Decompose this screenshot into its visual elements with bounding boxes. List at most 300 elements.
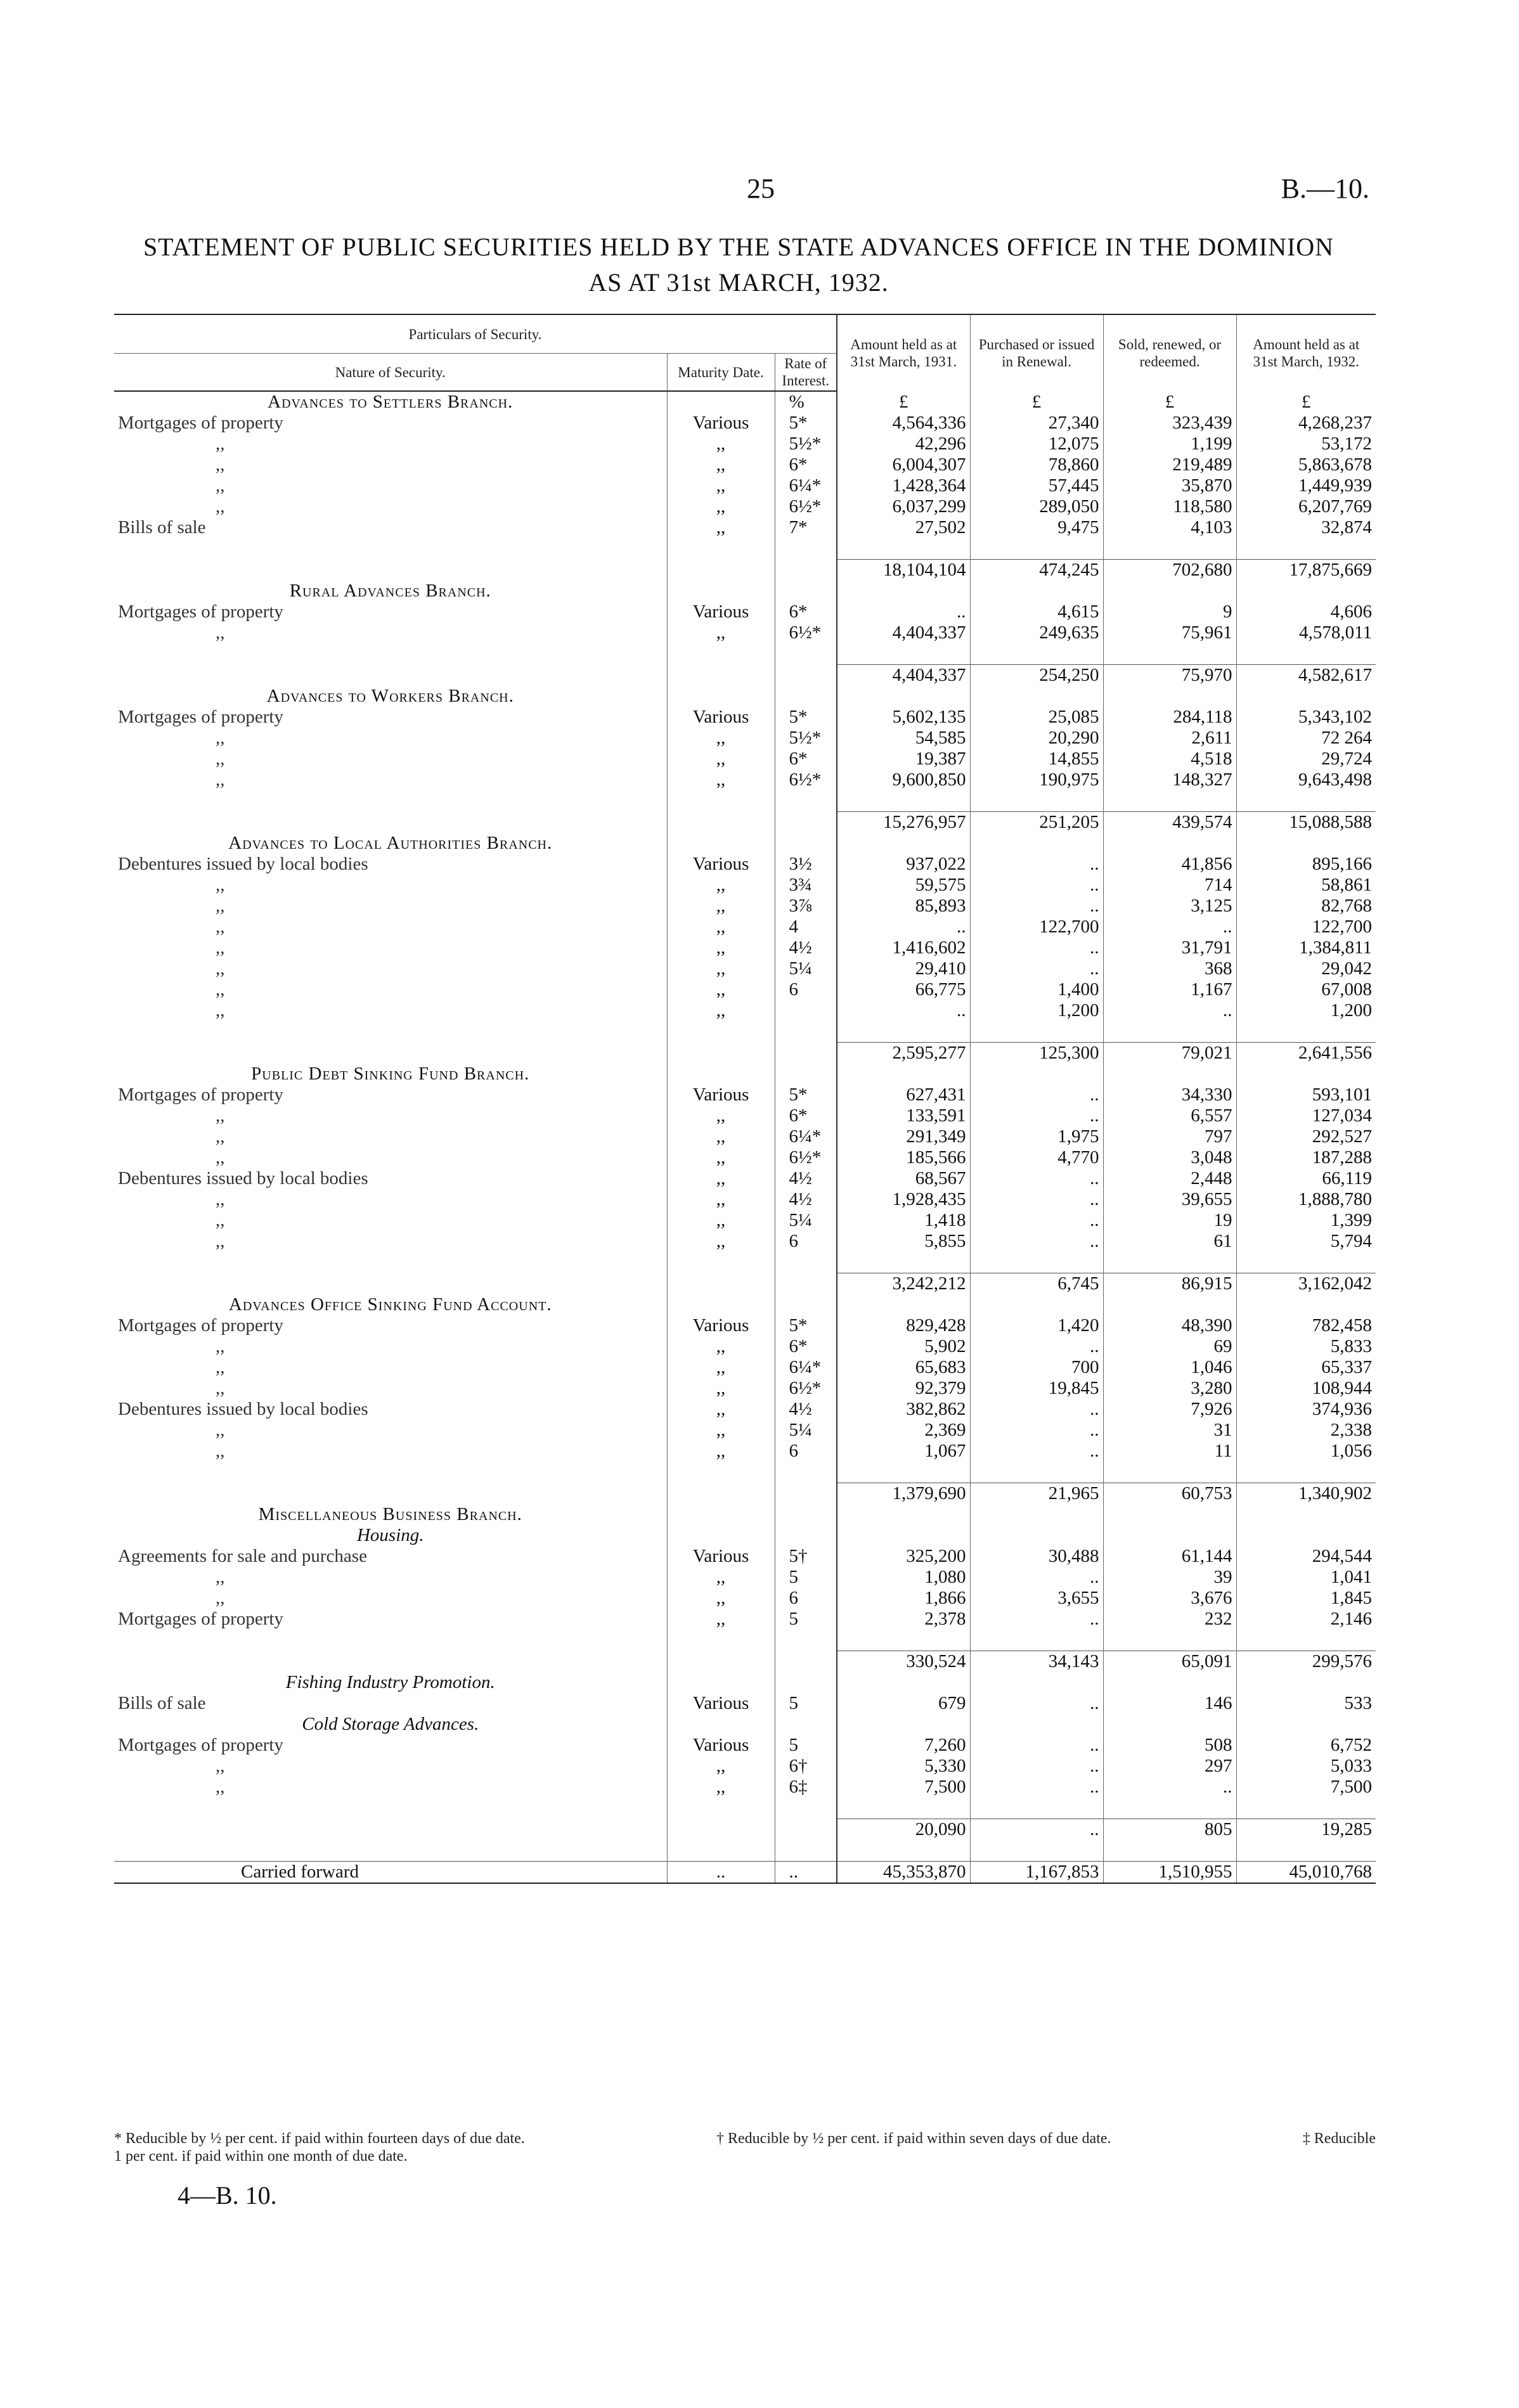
table-row [114,1420,1376,1441]
nature-cell: ,, [216,1420,225,1440]
rate-cell: 5* [775,1315,837,1336]
empty-cell [667,1672,775,1693]
total-held-1932: 3,162,042 [1236,1273,1376,1295]
purchased-cell: 57,445 [970,475,1103,496]
section-heading-row [114,1064,1376,1085]
empty-cell [775,1651,837,1673]
held-1931-cell: 679 [837,1693,970,1714]
table-row [114,937,1376,958]
maturity-cell: ,, [667,769,775,790]
empty-cell [970,1504,1103,1525]
empty-cell [837,1525,970,1546]
purchased-cell: 27,340 [970,413,1103,434]
held-1931-cell: 1,866 [837,1588,970,1609]
maturity-cell: ,, [667,1357,775,1378]
rate-cell: 6* [775,749,837,769]
total-row [114,1651,1376,1673]
held-1931-cell: 291,349 [837,1126,970,1147]
table-row [114,1756,1376,1777]
maturity-cell: ,, [667,1567,775,1588]
nature-cell: ,, [216,1357,225,1377]
carried-forward-held-1932: 45,010,768 [1236,1862,1376,1884]
sold-cell: 146 [1103,1693,1236,1714]
table-row [114,1147,1376,1168]
sold-cell: 219,489 [1103,454,1236,475]
section-subheading: Fishing Industry Promotion. [285,1672,495,1692]
maturity-cell: ,, [667,1756,775,1777]
nature-cell: ,, [216,1105,225,1126]
maturity-cell: Various [667,1546,775,1567]
empty-cell [667,833,775,854]
empty-cell [775,1525,837,1546]
maturity-cell: ,, [667,1000,775,1021]
nature-cell: ,, [216,1189,225,1209]
sold-cell: 508 [1103,1735,1236,1756]
maturity-cell: Various [667,1085,775,1105]
empty-cell [667,1840,775,1862]
empty-cell [1236,1021,1376,1043]
held-1931-cell: 1,067 [837,1441,970,1462]
nature-cell: Bills of sale [118,517,206,538]
empty-cell [667,1273,775,1295]
held-1932-cell: 82,768 [1236,896,1376,917]
unit-money: £ [1103,391,1236,413]
header-held-1931: Amount held as at 31st March, 1931. [837,314,970,391]
empty-cell [837,1630,970,1651]
rate-cell: 5 [775,1567,837,1588]
total-sold: 805 [1103,1819,1236,1841]
table-row [114,1168,1376,1189]
section-subheading: Cold Storage Advances. [302,1714,479,1734]
maturity-cell: ,, [667,1210,775,1231]
rate-cell: 5¼ [775,1210,837,1231]
empty-cell [667,1504,775,1525]
purchased-cell: 12,075 [970,434,1103,454]
empty-cell [1103,1798,1236,1819]
section-heading: Public Debt Sinking Fund Branch. [251,1064,530,1084]
empty-cell [667,643,775,665]
empty-cell [775,1462,837,1483]
held-1931-cell: 5,330 [837,1756,970,1777]
rate-cell: 6¼* [775,1126,837,1147]
held-1931-cell: 9,600,850 [837,769,970,790]
empty-cell [970,1294,1103,1315]
held-1931-cell: 6,004,307 [837,454,970,475]
purchased-cell: 25,085 [970,707,1103,728]
rate-cell: 4½ [775,1189,837,1210]
empty-cell [837,643,970,665]
total-held-1931: 18,104,104 [837,560,970,581]
rate-cell: 3⅞ [775,896,837,917]
held-1931-cell: 4,404,337 [837,622,970,643]
nature-cell: ,, [216,1147,225,1168]
sold-cell: 41,856 [1103,854,1236,875]
rate-cell: 6¼* [775,1357,837,1378]
empty-cell [837,1462,970,1483]
rate-cell: 6† [775,1756,837,1777]
sold-cell: 1,046 [1103,1357,1236,1378]
empty-cell [114,1462,667,1483]
section-heading: Miscellaneous Business Branch. [258,1504,522,1524]
held-1932-cell: 5,343,102 [1236,707,1376,728]
carried-forward-label: Carried forward [114,1862,667,1884]
footnote-double-dagger: ‡ Reducible [1302,2130,1376,2147]
sold-cell: 69 [1103,1336,1236,1357]
total-row [114,812,1376,834]
empty-cell [970,1525,1103,1546]
empty-cell [114,1043,667,1064]
sold-cell: 31,791 [1103,937,1236,958]
nature-cell: ,, [216,1588,225,1608]
empty-cell [837,833,970,854]
sold-cell: 9 [1103,602,1236,622]
sold-cell: 1,167 [1103,979,1236,1000]
held-1931-cell: 27,502 [837,517,970,538]
empty-cell [1103,790,1236,812]
maturity-cell: ,, [667,1399,775,1420]
rate-cell: 5¼ [775,1420,837,1441]
rate-cell: 6* [775,1336,837,1357]
purchased-cell: 1,400 [970,979,1103,1000]
nature-cell: ,, [216,728,225,748]
empty-cell [775,1043,837,1064]
held-1932-cell: 895,166 [1236,854,1376,875]
nature-cell: ,, [216,1126,225,1147]
rate-cell: 4½ [775,1168,837,1189]
held-1931-cell: 5,855 [837,1231,970,1252]
held-1931-cell: 1,418 [837,1210,970,1231]
empty-cell [775,1840,837,1862]
empty-cell [775,1819,837,1841]
held-1932-cell: 374,936 [1236,1399,1376,1420]
sold-cell: .. [1103,917,1236,937]
empty-cell [114,1819,667,1841]
purchased-cell: 289,050 [970,496,1103,517]
held-1931-cell: 325,200 [837,1546,970,1567]
held-1932-cell: 4,578,011 [1236,622,1376,643]
empty-cell [837,686,970,707]
maturity-cell: ,, [667,496,775,517]
empty-cell [970,1630,1103,1651]
empty-cell [837,538,970,560]
nature-cell: Mortgages of property [118,413,283,433]
held-1932-cell: 1,200 [1236,1000,1376,1021]
empty-cell [114,643,667,665]
empty-cell [837,1504,970,1525]
section-subheading-row [114,1672,1376,1693]
empty-cell [1103,1672,1236,1693]
held-1932-cell: 2,146 [1236,1609,1376,1630]
held-1932-cell: 187,288 [1236,1147,1376,1168]
maturity-cell: Various [667,602,775,622]
rate-cell: 5† [775,1546,837,1567]
total-held-1932: 2,641,556 [1236,1043,1376,1064]
held-1931-cell: 19,387 [837,749,970,769]
table-row [114,707,1376,728]
empty-cell [667,1252,775,1273]
empty-cell [667,1043,775,1064]
empty-cell [1103,1462,1236,1483]
held-1932-cell: 32,874 [1236,517,1376,538]
section-heading: Rural Advances Branch. [289,581,491,601]
rate-cell: 6 [775,1441,837,1462]
held-1931-cell: 54,585 [837,728,970,749]
held-1931-cell: 5,902 [837,1336,970,1357]
held-1931-cell: 92,379 [837,1378,970,1399]
total-held-1931: 15,276,957 [837,812,970,834]
purchased-cell: .. [970,1735,1103,1756]
empty-cell [775,1714,837,1735]
maturity-cell: ,, [667,1231,775,1252]
empty-cell [1103,538,1236,560]
spacer-row [114,1252,1376,1273]
held-1931-cell: .. [837,917,970,937]
empty-cell [837,1064,970,1085]
total-purchased: 251,205 [970,812,1103,834]
purchased-cell: .. [970,958,1103,979]
empty-cell [837,1840,970,1862]
held-1932-cell: 5,833 [1236,1336,1376,1357]
held-1932-cell: 72 264 [1236,728,1376,749]
held-1932-cell: 29,724 [1236,749,1376,769]
empty-cell [1103,1252,1236,1273]
maturity-cell: ,, [667,875,775,896]
purchased-cell: .. [970,1399,1103,1420]
total-purchased: 125,300 [970,1043,1103,1064]
table-row [114,1378,1376,1399]
nature-cell: ,, [216,496,225,517]
table-row [114,1000,1376,1021]
empty-cell [1236,1840,1376,1862]
sold-cell: 148,327 [1103,769,1236,790]
sold-cell: 3,280 [1103,1378,1236,1399]
purchased-cell: .. [970,1777,1103,1798]
section-heading-row [114,686,1376,707]
held-1932-cell: 58,861 [1236,875,1376,896]
sold-cell: .. [1103,1777,1236,1798]
table-row [114,517,1376,538]
spacer-row [114,790,1376,812]
empty-cell [1103,1064,1236,1085]
purchased-cell: .. [970,896,1103,917]
empty-cell [970,581,1103,602]
sold-cell: 3,676 [1103,1588,1236,1609]
nature-cell: ,, [216,958,225,979]
held-1931-cell: 1,416,602 [837,937,970,958]
total-purchased: .. [970,1819,1103,1841]
nature-cell: ,, [216,475,225,496]
total-held-1932: 19,285 [1236,1819,1376,1841]
purchased-cell: 4,615 [970,602,1103,622]
total-held-1932: 15,088,588 [1236,812,1376,834]
header-rate: Rate of Interest. [775,354,837,392]
empty-cell [1236,1064,1376,1085]
held-1932-cell: 6,752 [1236,1735,1376,1756]
nature-cell: ,, [216,1378,225,1398]
empty-cell [667,560,775,581]
maturity-cell: ,, [667,1147,775,1168]
held-1931-cell: 829,428 [837,1315,970,1336]
rate-cell: 6½* [775,496,837,517]
empty-cell [114,1273,667,1295]
empty-cell [1103,1630,1236,1651]
unit-money: £ [1236,391,1376,413]
section-heading: Advances to Local Authorities Branch. [228,833,553,853]
held-1931-cell: 2,369 [837,1420,970,1441]
maturity-cell: ,, [667,1588,775,1609]
nature-cell: Bills of sale [118,1693,206,1713]
total-row [114,1819,1376,1841]
spacer-row [114,538,1376,560]
maturity-cell: ,, [667,1378,775,1399]
purchased-cell: 20,290 [970,728,1103,749]
carried-forward-purchased: 1,167,853 [970,1862,1103,1884]
table-row [114,1546,1376,1567]
table-row [114,1399,1376,1420]
header-maturity: Maturity Date. [667,354,775,392]
rate-cell: 6 [775,979,837,1000]
title-line-2: AS AT 31st MARCH, 1932. [588,268,889,297]
empty-cell [837,1714,970,1735]
held-1931-cell: 65,683 [837,1357,970,1378]
held-1932-cell: 29,042 [1236,958,1376,979]
total-sold: 79,021 [1103,1043,1236,1064]
section-heading-row [114,581,1376,602]
table-row [114,1085,1376,1105]
held-1932-cell: 108,944 [1236,1378,1376,1399]
rate-cell: 5* [775,1085,837,1105]
purchased-cell: .. [970,1336,1103,1357]
sold-cell: 368 [1103,958,1236,979]
empty-cell [667,538,775,560]
purchased-cell: .. [970,854,1103,875]
empty-cell [1103,1294,1236,1315]
purchased-cell: .. [970,1231,1103,1252]
section-heading-row [114,1504,1376,1525]
table-row [114,1357,1376,1378]
purchased-cell: 249,635 [970,622,1103,643]
nature-cell: ,, [216,896,225,916]
table-row [114,475,1376,496]
empty-cell [667,790,775,812]
section-subheading-row [114,1714,1376,1735]
held-1932-cell: 5,033 [1236,1756,1376,1777]
table-row [114,1693,1376,1714]
empty-cell [775,1294,837,1315]
spacer-row [114,643,1376,665]
purchased-cell: .. [970,1085,1103,1105]
sold-cell: 4,518 [1103,749,1236,769]
empty-cell [114,1630,667,1651]
maturity-cell: ,, [667,1420,775,1441]
empty-cell [775,790,837,812]
held-1932-cell: 593,101 [1236,1085,1376,1105]
maturity-cell: ,, [667,1609,775,1630]
sold-cell: .. [1103,1000,1236,1021]
sold-cell: 714 [1103,875,1236,896]
total-sold: 60,753 [1103,1483,1236,1505]
rate-cell: 6‡ [775,1777,837,1798]
sold-cell: 4,103 [1103,517,1236,538]
nature-cell: Agreements for sale and purchase [118,1546,367,1566]
footnotes [114,2130,1376,2165]
maturity-cell: Various [667,707,775,728]
empty-cell [1103,581,1236,602]
empty-cell [1103,643,1236,665]
empty-cell [114,1798,667,1819]
empty-cell [775,1672,837,1693]
empty-cell [1103,1021,1236,1043]
rate-cell: 6 [775,1231,837,1252]
table-row [114,958,1376,979]
rate-cell: 6* [775,1105,837,1126]
held-1932-cell: 4,606 [1236,602,1376,622]
spacer-row [114,1840,1376,1862]
maturity-cell: Various [667,1315,775,1336]
maturity-cell: ,, [667,1189,775,1210]
held-1932-cell: 1,041 [1236,1567,1376,1588]
maturity-cell: ,, [667,434,775,454]
empty-cell [837,581,970,602]
nature-cell: Debentures issued by local bodies [118,1399,368,1419]
empty-cell [837,1021,970,1043]
table-row [114,769,1376,790]
nature-cell: ,, [216,769,225,790]
held-1932-cell: 533 [1236,1693,1376,1714]
maturity-cell: Various [667,1693,775,1714]
header-purchased: Purchased or issued in Renewal. [970,314,1103,391]
table-row [114,1210,1376,1231]
empty-cell [970,643,1103,665]
purchased-cell: 4,770 [970,1147,1103,1168]
held-1932-cell: 1,384,811 [1236,937,1376,958]
held-1931-cell: 2,378 [837,1609,970,1630]
sold-cell: 61 [1103,1231,1236,1252]
spacer-row [114,1798,1376,1819]
purchased-cell: 3,655 [970,1588,1103,1609]
rate-cell: 5¼ [775,958,837,979]
sold-cell: 7,926 [1103,1399,1236,1420]
held-1932-cell: 66,119 [1236,1168,1376,1189]
total-row [114,1483,1376,1505]
sold-cell: 284,118 [1103,707,1236,728]
empty-cell [1103,1525,1236,1546]
maturity-cell: ,, [667,749,775,769]
nature-cell: ,, [216,454,225,475]
total-held-1931: 3,242,212 [837,1273,970,1295]
page-number: 25 [747,173,775,204]
empty-cell [970,1798,1103,1819]
empty-cell [667,391,775,413]
purchased-cell: .. [970,1756,1103,1777]
table-row [114,1336,1376,1357]
title-line-1: STATEMENT OF PUBLIC SECURITIES HELD BY THE STATE ADVANCES OFFICE IN THE DOMINION [143,233,1335,261]
spacer-row [114,1630,1376,1651]
rate-cell: 5* [775,707,837,728]
held-1931-cell: 937,022 [837,854,970,875]
empty-cell [775,1798,837,1819]
table-row [114,1567,1376,1588]
maturity-cell: ,, [667,979,775,1000]
table-row [114,1189,1376,1210]
section-subheading-row [114,1525,1376,1546]
held-1932-cell: 6,207,769 [1236,496,1376,517]
total-held-1931: 330,524 [837,1651,970,1673]
held-1932-cell: 127,034 [1236,1105,1376,1126]
empty-cell [1236,538,1376,560]
empty-cell [837,1672,970,1693]
empty-cell [114,538,667,560]
